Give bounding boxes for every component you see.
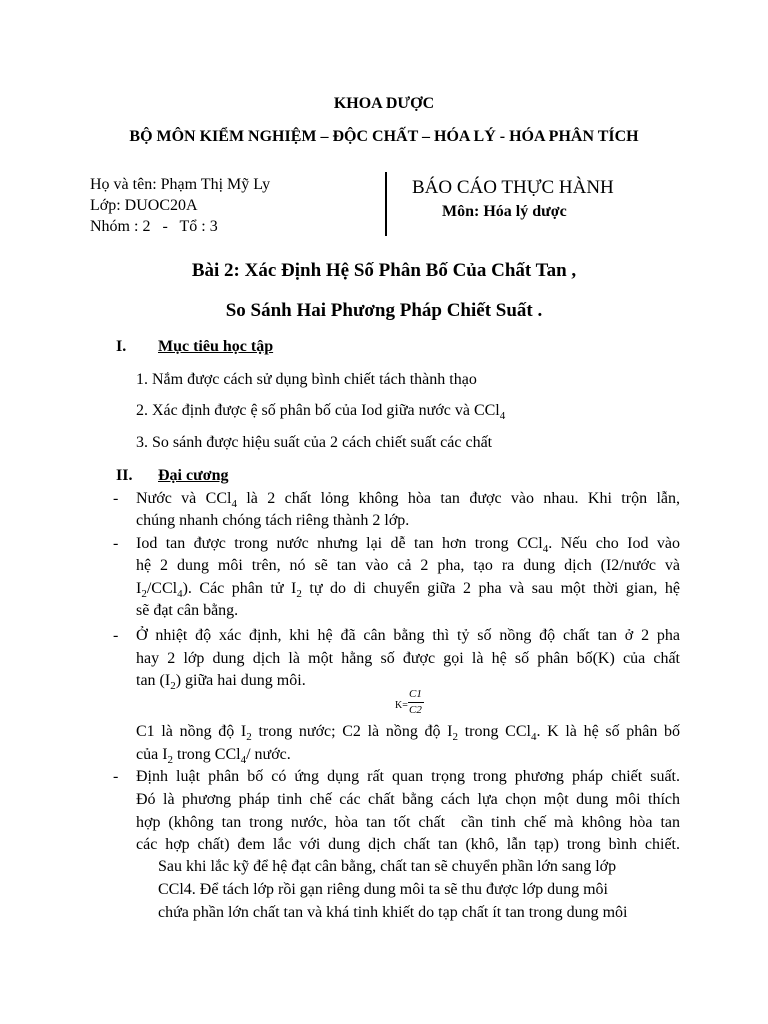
student-name: Họ và tên: Phạm Thị Mỹ Ly <box>90 176 271 193</box>
paragraph-5-line-3: hợp (không tan trong nước, hòa tan tốt chất cần tinh chế mà không hòa tan <box>136 814 680 831</box>
faculty-heading: KHOA DƯỢC <box>333 95 435 112</box>
paragraph-3-line-1: Ở nhiệt độ xác định, khi hệ đã cân bằng thì tỷ số nồng độ chất tan ở 2 pha <box>136 627 680 644</box>
formula-numerator: C1 <box>409 688 422 700</box>
bullet-dash: - <box>113 627 119 644</box>
paragraph-2-line-4: sẽ đạt cân bằng. <box>136 602 239 619</box>
lesson-title-line2: So Sánh Hai Phương Pháp Chiết Suất . <box>225 300 543 321</box>
paragraph-6-line-1: Sau khi lắc kỹ để hệ đạt cân bằng, chất tan sẽ chuyển phần lớn sang lớp <box>158 858 617 875</box>
objective-item-2: 2. Xác định được ệ số phân bố của Iod giữa nước và CCl$_4$ <box>136 402 506 423</box>
section2-numeral: II. <box>116 467 133 484</box>
formula-label: K= <box>395 700 408 711</box>
paragraph-4-line-1: C1 là nồng độ $I_2$ trong nước; C2 là nồng độ $I_2$ trong CCl$_4$. K là hệ số phân bố <box>136 723 681 744</box>
section1-numeral: I. <box>116 338 127 355</box>
paragraph-2-line-2: hệ 2 dung môi trên, nó sẽ tan vào cả 2 pha, tạo ra dung dịch (I2/nước và <box>136 557 680 574</box>
header-divider <box>385 172 387 236</box>
department-heading: BỘ MÔN KIỂM NGHIỆM – ĐỘC CHẤT – HÓA LÝ - HÓA PHÂN TÍCH <box>129 128 639 145</box>
paragraph-1-line-1: Nước và CCl$_4$ là 2 chất lỏng không hòa tan được vào nhau. Khi trộn lẫn, <box>136 490 680 511</box>
fraction-bar <box>408 702 424 703</box>
bullet-dash: - <box>113 490 119 507</box>
student-group: Nhóm : 2 - Tổ : 3 <box>90 218 218 235</box>
formula-denominator: C2 <box>409 704 422 716</box>
paragraph-2-line-1: Iod tan được trong nước nhưng lại dễ tan hơn trong CCl$_4$. Nếu cho Iod vào <box>136 535 680 556</box>
paragraph-6-line-2: CCl4. Để tách lớp rồi gạn riêng dung môi ta sẽ thu được lớp dung môi <box>158 881 608 898</box>
paragraph-2-line-3: $I_2/CCl_4$). Các phân tử $I_2$ tự do di chuyển giữa 2 pha và sau một thời gian, hệ <box>136 580 681 601</box>
paragraph-3-line-2: hay 2 lớp dung dịch là một hằng số được gọi là hệ số phân bố(K) của chất <box>136 650 680 667</box>
paragraph-4-line-2: của $I_2$ trong CCl$_4$/ nước. <box>136 746 291 767</box>
paragraph-3-line-3: $\tan (I_2)$ giữa hai dung môi. <box>136 672 306 693</box>
report-title: BÁO CÁO THỰC HÀNH <box>412 177 614 198</box>
section1-heading: Mục tiêu học tập <box>158 338 274 355</box>
paragraph-6-line-3: chứa phần lớn chất tan và khá tinh khiết do tạp chất ít tan trong dung môi <box>158 904 628 921</box>
paragraph-5-line-4: các hợp chất) đem lắc với dung dịch chất tan (khô, lẫn tạp) trong bình chiết. <box>136 836 680 853</box>
report-subject: Môn: Hóa lý dược <box>442 203 567 220</box>
paragraph-5-line-1: Định luật phân bố có ứng dụng rất quan trọng trong phương pháp chiết suất. <box>136 768 680 785</box>
lesson-title-line1: Bài 2: Xác Định Hệ Số Phân Bố Của Chất Tan , <box>191 260 577 281</box>
bullet-dash: - <box>113 535 119 552</box>
paragraph-5-line-2: Đó là phương pháp tinh chế các chất bằng cách lựa chọn một dung môi thích <box>136 791 680 808</box>
paragraph-1-line-2: chúng nhanh chóng tách riêng thành 2 lớp. <box>136 512 410 529</box>
section2-heading: Đại cương <box>158 467 229 484</box>
bullet-dash: - <box>113 768 119 785</box>
objective-item-3: 3. So sánh được hiệu suất của 2 cách chiết suất các chất <box>136 434 493 451</box>
objective-item-1: 1. Nắm được cách sử dụng bình chiết tách thành thạo <box>136 371 477 388</box>
student-class: Lớp: DUOC20A <box>90 197 198 214</box>
